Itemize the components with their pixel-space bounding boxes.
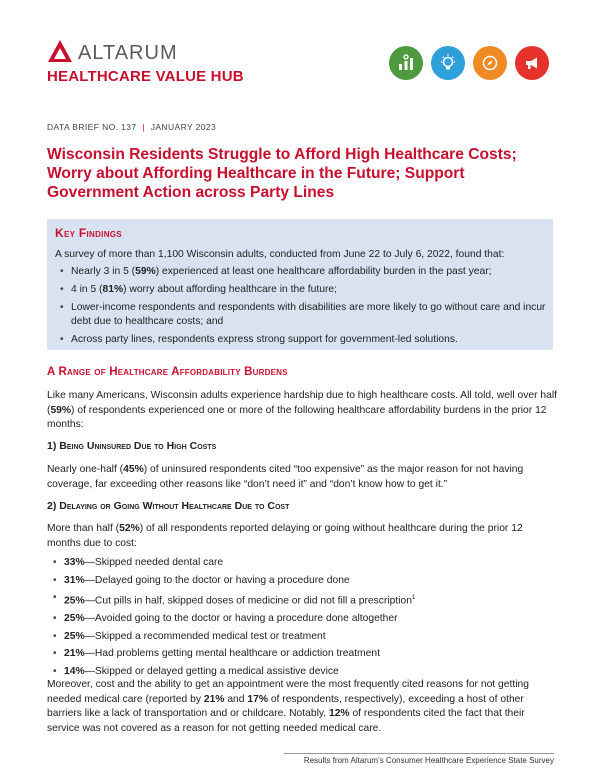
- compass-icon: [473, 46, 507, 80]
- brief-date: JANUARY 2023: [150, 122, 217, 132]
- list-item: • 25%—Skipped a recommended medical test or treatment: [50, 630, 550, 644]
- logo-hub-text: HEALTHCARE VALUE HUB: [47, 68, 244, 85]
- subsection-2-text: More than half (52%) of all respondents reported delaying or going without healthcare during the prior 12 months due to cost:: [47, 523, 523, 549]
- page-title: Wisconsin Residents Struggle to Afford High Healthcare Costs; Worry about Affording Healthcare in the Future; Support Government Action across Party Lines: [47, 146, 517, 201]
- header-icon-group: [389, 46, 549, 80]
- key-findings-intro: A survey of more than 1,100 Wisconsin adults, conducted from June 22 to July 6, 2022, found that:: [55, 249, 505, 260]
- section-heading: A Range of Healthcare Affordability Burdens: [47, 366, 288, 378]
- meta-separator: |: [142, 122, 145, 132]
- list-item: • 31%—Delayed going to the doctor or having a procedure done: [50, 574, 550, 588]
- list-item: • Nearly 3 in 5 (59%) experienced at least one healthcare affordability burden in the past year;: [55, 265, 550, 279]
- altarum-logo-mark-icon: [48, 40, 72, 62]
- brief-meta: [47, 122, 216, 132]
- key-findings-list: [55, 265, 550, 351]
- subsection-2-heading: 2) Delaying or Going Without Healthcare Due to Cost: [47, 500, 290, 512]
- closing-paragraph: Moreover, cost and the ability to get an appointment were the most frequently cited reasons for not getting needed medical care (reported by 21% and 17% of respondents, respectively), exceeding a host of other barriers like a lack of transportation and or childcare. Notably, 12% of respondents cited the fact that their service was not covered as a reason for not getting needed medical care.: [47, 679, 529, 734]
- list-item: • 33%—Skipped needed dental care: [50, 556, 550, 570]
- megaphone-icon: [515, 46, 549, 80]
- list-item: • Lower-income respondents and respondents with disabilities are more likely to go without care and incur debt due to healthcare costs; and: [55, 301, 550, 329]
- brief-number: DATA BRIEF NO. 137: [47, 122, 137, 132]
- cost-burden-list: [50, 556, 550, 683]
- subsection-1-heading: 1) Being Uninsured Due to High Costs: [47, 440, 217, 452]
- footer-text: Results from Altarum’s Consumer Healthcare Experience State Survey: [303, 756, 554, 765]
- list-item: • 25%—Avoided going to the doctor or having a procedure done altogether: [50, 612, 550, 626]
- list-item: • 21%—Had problems getting mental healthcare or addiction treatment: [50, 647, 550, 661]
- list-item: • 14%—Skipped or delayed getting a medical assistive device: [50, 665, 550, 679]
- subsection-1-text: Nearly one-half (45%) of uninsured respondents cited “too expensive” as the major reason for not having coverage, far exceeding other reasons like “don’t need it” and “don’t know how to get it.”: [47, 464, 524, 490]
- list-item: • 25%—Cut pills in half, skipped doses of medicine or did not fill a prescription$^1$: [50, 591, 550, 608]
- lightbulb-icon: [431, 46, 465, 80]
- chart-icon: [389, 46, 423, 80]
- footer-divider: [284, 753, 554, 754]
- logo-altarum-text: ALTARUM: [78, 42, 178, 64]
- list-item: • 4 in 5 (81%) worry about affording healthcare in the future;: [55, 283, 550, 297]
- section-intro: Like many Americans, Wisconsin adults experience hardship due to high healthcare costs. All told, well over half (59%) of respondents experienced one or more of the following healthcare affordability burdens in the prior 12 months:: [47, 390, 557, 430]
- list-item: • Across party lines, respondents express strong support for government-led solutions.: [55, 333, 550, 347]
- key-findings-heading: Key Findings: [55, 226, 122, 240]
